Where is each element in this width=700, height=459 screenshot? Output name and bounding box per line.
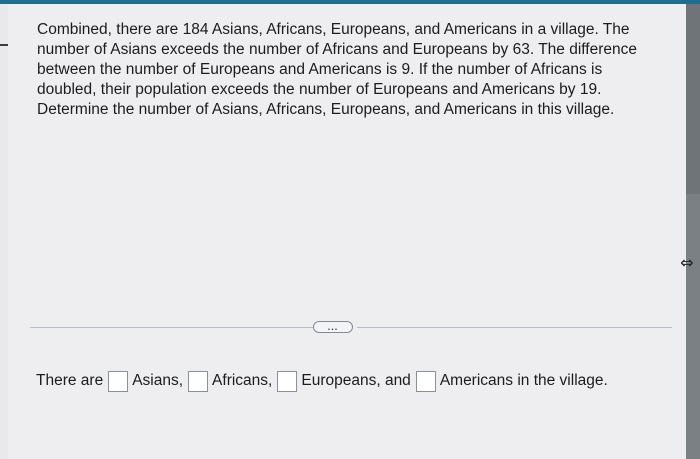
question-text: Combined, there are 184 Asians, Africans, Europeans, and Americans in a village. The number of Asians exceeds the number of Africans and Europeans by 63. The difference between the number of Europeans and Americans is 9. If the number of Africans is doubled, their population exceeds the number of Europeans and Americans by 19. Determine the number of Asians, Africans, Europeans, and Americans in this village.	[37, 21, 637, 118]
ellipsis-icon: ...	[327, 322, 339, 332]
section-divider-left	[30, 327, 313, 328]
side-panel-band	[686, 4, 700, 194]
answer-prefix: There are	[36, 372, 104, 389]
side-panel-strip	[686, 4, 700, 459]
left-edge-marker	[0, 44, 8, 46]
resize-horizontal-icon[interactable]: ⇔	[680, 253, 694, 272]
section-divider-right	[357, 327, 672, 328]
asians-answer-input[interactable]	[108, 371, 128, 392]
europeans-label: Europeans, and	[301, 372, 411, 389]
africans-answer-input[interactable]	[188, 371, 208, 392]
americans-label: Americans in the village.	[439, 372, 608, 389]
answer-row	[36, 368, 608, 394]
africans-label: Africans,	[212, 372, 273, 389]
expand-content-button[interactable]	[313, 321, 353, 333]
americans-answer-input[interactable]	[416, 371, 436, 392]
europeans-answer-input[interactable]	[277, 371, 297, 392]
asians-label: Asians,	[132, 372, 184, 389]
